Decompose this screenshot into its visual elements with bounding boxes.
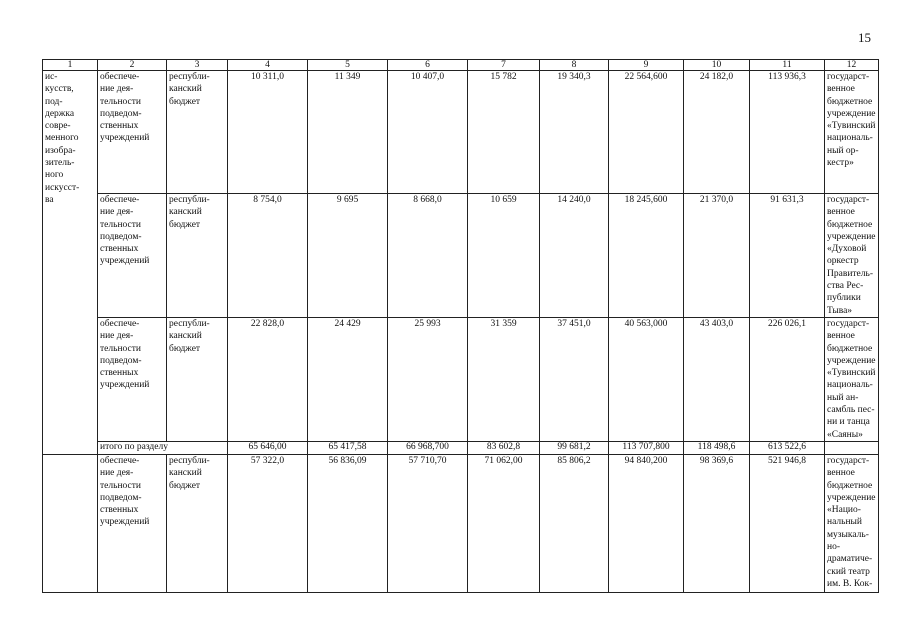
- purpose-cell: обеспече- ние дея- тельности подведом- ственных учреждений: [98, 71, 167, 194]
- value-cell: 57 710,70: [388, 454, 468, 592]
- value-cell: 11 349: [308, 71, 388, 194]
- value-cell: 21 370,0: [684, 194, 750, 318]
- value-cell: 31 359: [468, 317, 540, 441]
- value-cell: 10 311,0: [228, 71, 308, 194]
- value-cell: 14 240,0: [540, 194, 609, 318]
- value-cell: 94 840,200: [609, 454, 684, 592]
- value-cell: 22 564,600: [609, 71, 684, 194]
- table-row: [43, 454, 879, 592]
- value-cell: 10 659: [468, 194, 540, 318]
- total-label: итого по разделу: [98, 441, 228, 454]
- value-cell: 40 563,000: [609, 317, 684, 441]
- header-cell-12: 12: [825, 60, 879, 71]
- source-cell: республи- канский бюджет: [167, 454, 228, 592]
- value-cell: 71 062,00: [468, 454, 540, 592]
- value-cell: 9 695: [308, 194, 388, 318]
- value-cell: 98 369,6: [684, 454, 750, 592]
- table-row: [43, 194, 879, 318]
- total-value-cell: 613 522,6: [750, 441, 825, 454]
- value-cell: 8 668,0: [388, 194, 468, 318]
- value-cell: 37 451,0: [540, 317, 609, 441]
- source-cell: республи- канский бюджет: [167, 317, 228, 441]
- empty-direction-cell: [43, 454, 98, 592]
- value-cell: 91 631,3: [750, 194, 825, 318]
- executor-cell: государст- венное бюджетное учреждение «Духовой оркестр Правитель- ства Рес- публики Тыва»: [825, 194, 879, 318]
- executor-cell: государст- венное бюджетное учреждение «Тувинский националь- ный ор- кестр»: [825, 71, 879, 194]
- value-cell: 10 407,0: [388, 71, 468, 194]
- header-cell-1: 1: [43, 60, 98, 71]
- total-empty-cell: [825, 441, 879, 454]
- budget-table: [42, 59, 879, 593]
- total-value-cell: 66 968,700: [388, 441, 468, 454]
- header-cell-10: 10: [684, 60, 750, 71]
- total-row: [43, 441, 879, 454]
- header-cell-8: 8: [540, 60, 609, 71]
- value-cell: 15 782: [468, 71, 540, 194]
- header-cell-2: 2: [98, 60, 167, 71]
- header-cell-7: 7: [468, 60, 540, 71]
- total-value-cell: 65 417,58: [308, 441, 388, 454]
- table-row: [43, 71, 879, 194]
- value-cell: 521 946,8: [750, 454, 825, 592]
- value-cell: 8 754,0: [228, 194, 308, 318]
- purpose-cell: обеспече- ние дея- тельности подведом- ственных учреждений: [98, 317, 167, 441]
- purpose-cell: обеспече- ние дея- тельности подведом- ственных учреждений: [98, 454, 167, 592]
- value-cell: 85 806,2: [540, 454, 609, 592]
- total-value-cell: 83 602,8: [468, 441, 540, 454]
- purpose-cell: обеспече- ние дея- тельности подведом- ственных учреждений: [98, 194, 167, 318]
- header-row: [43, 60, 879, 71]
- executor-cell: государст- венное бюджетное учреждение «Тувинский националь- ный ан- самбль пес- ни и танца «Саяны»: [825, 317, 879, 441]
- total-value-cell: 113 707,800: [609, 441, 684, 454]
- value-cell: 19 340,3: [540, 71, 609, 194]
- value-cell: 24 182,0: [684, 71, 750, 194]
- page-number: 15: [858, 30, 871, 45]
- executor-cell: государст- венное бюджетное учреждение «Нацио- нальный музыкаль- но- драматиче- ский театр им. В. Кок-: [825, 454, 879, 592]
- value-cell: 22 828,0: [228, 317, 308, 441]
- header-cell-9: 9: [609, 60, 684, 71]
- header-cell-5: 5: [308, 60, 388, 71]
- value-cell: 43 403,0: [684, 317, 750, 441]
- header-cell-3: 3: [167, 60, 228, 71]
- direction-cell: ис- кусств, под- держка совре- менного изобра- зитель- ного искусст- ва: [43, 71, 98, 455]
- value-cell: 24 429: [308, 317, 388, 441]
- value-cell: 56 836,09: [308, 454, 388, 592]
- source-cell: республи- канский бюджет: [167, 194, 228, 318]
- value-cell: 57 322,0: [228, 454, 308, 592]
- value-cell: 25 993: [388, 317, 468, 441]
- total-value-cell: 99 681,2: [540, 441, 609, 454]
- header-cell-6: 6: [388, 60, 468, 71]
- source-cell: республи- канский бюджет: [167, 71, 228, 194]
- table-row: [43, 317, 879, 441]
- header-cell-11: 11: [750, 60, 825, 71]
- total-value-cell: 118 498,6: [684, 441, 750, 454]
- total-value-cell: 65 646,00: [228, 441, 308, 454]
- header-cell-4: 4: [228, 60, 308, 71]
- value-cell: 113 936,3: [750, 71, 825, 194]
- value-cell: 18 245,600: [609, 194, 684, 318]
- value-cell: 226 026,1: [750, 317, 825, 441]
